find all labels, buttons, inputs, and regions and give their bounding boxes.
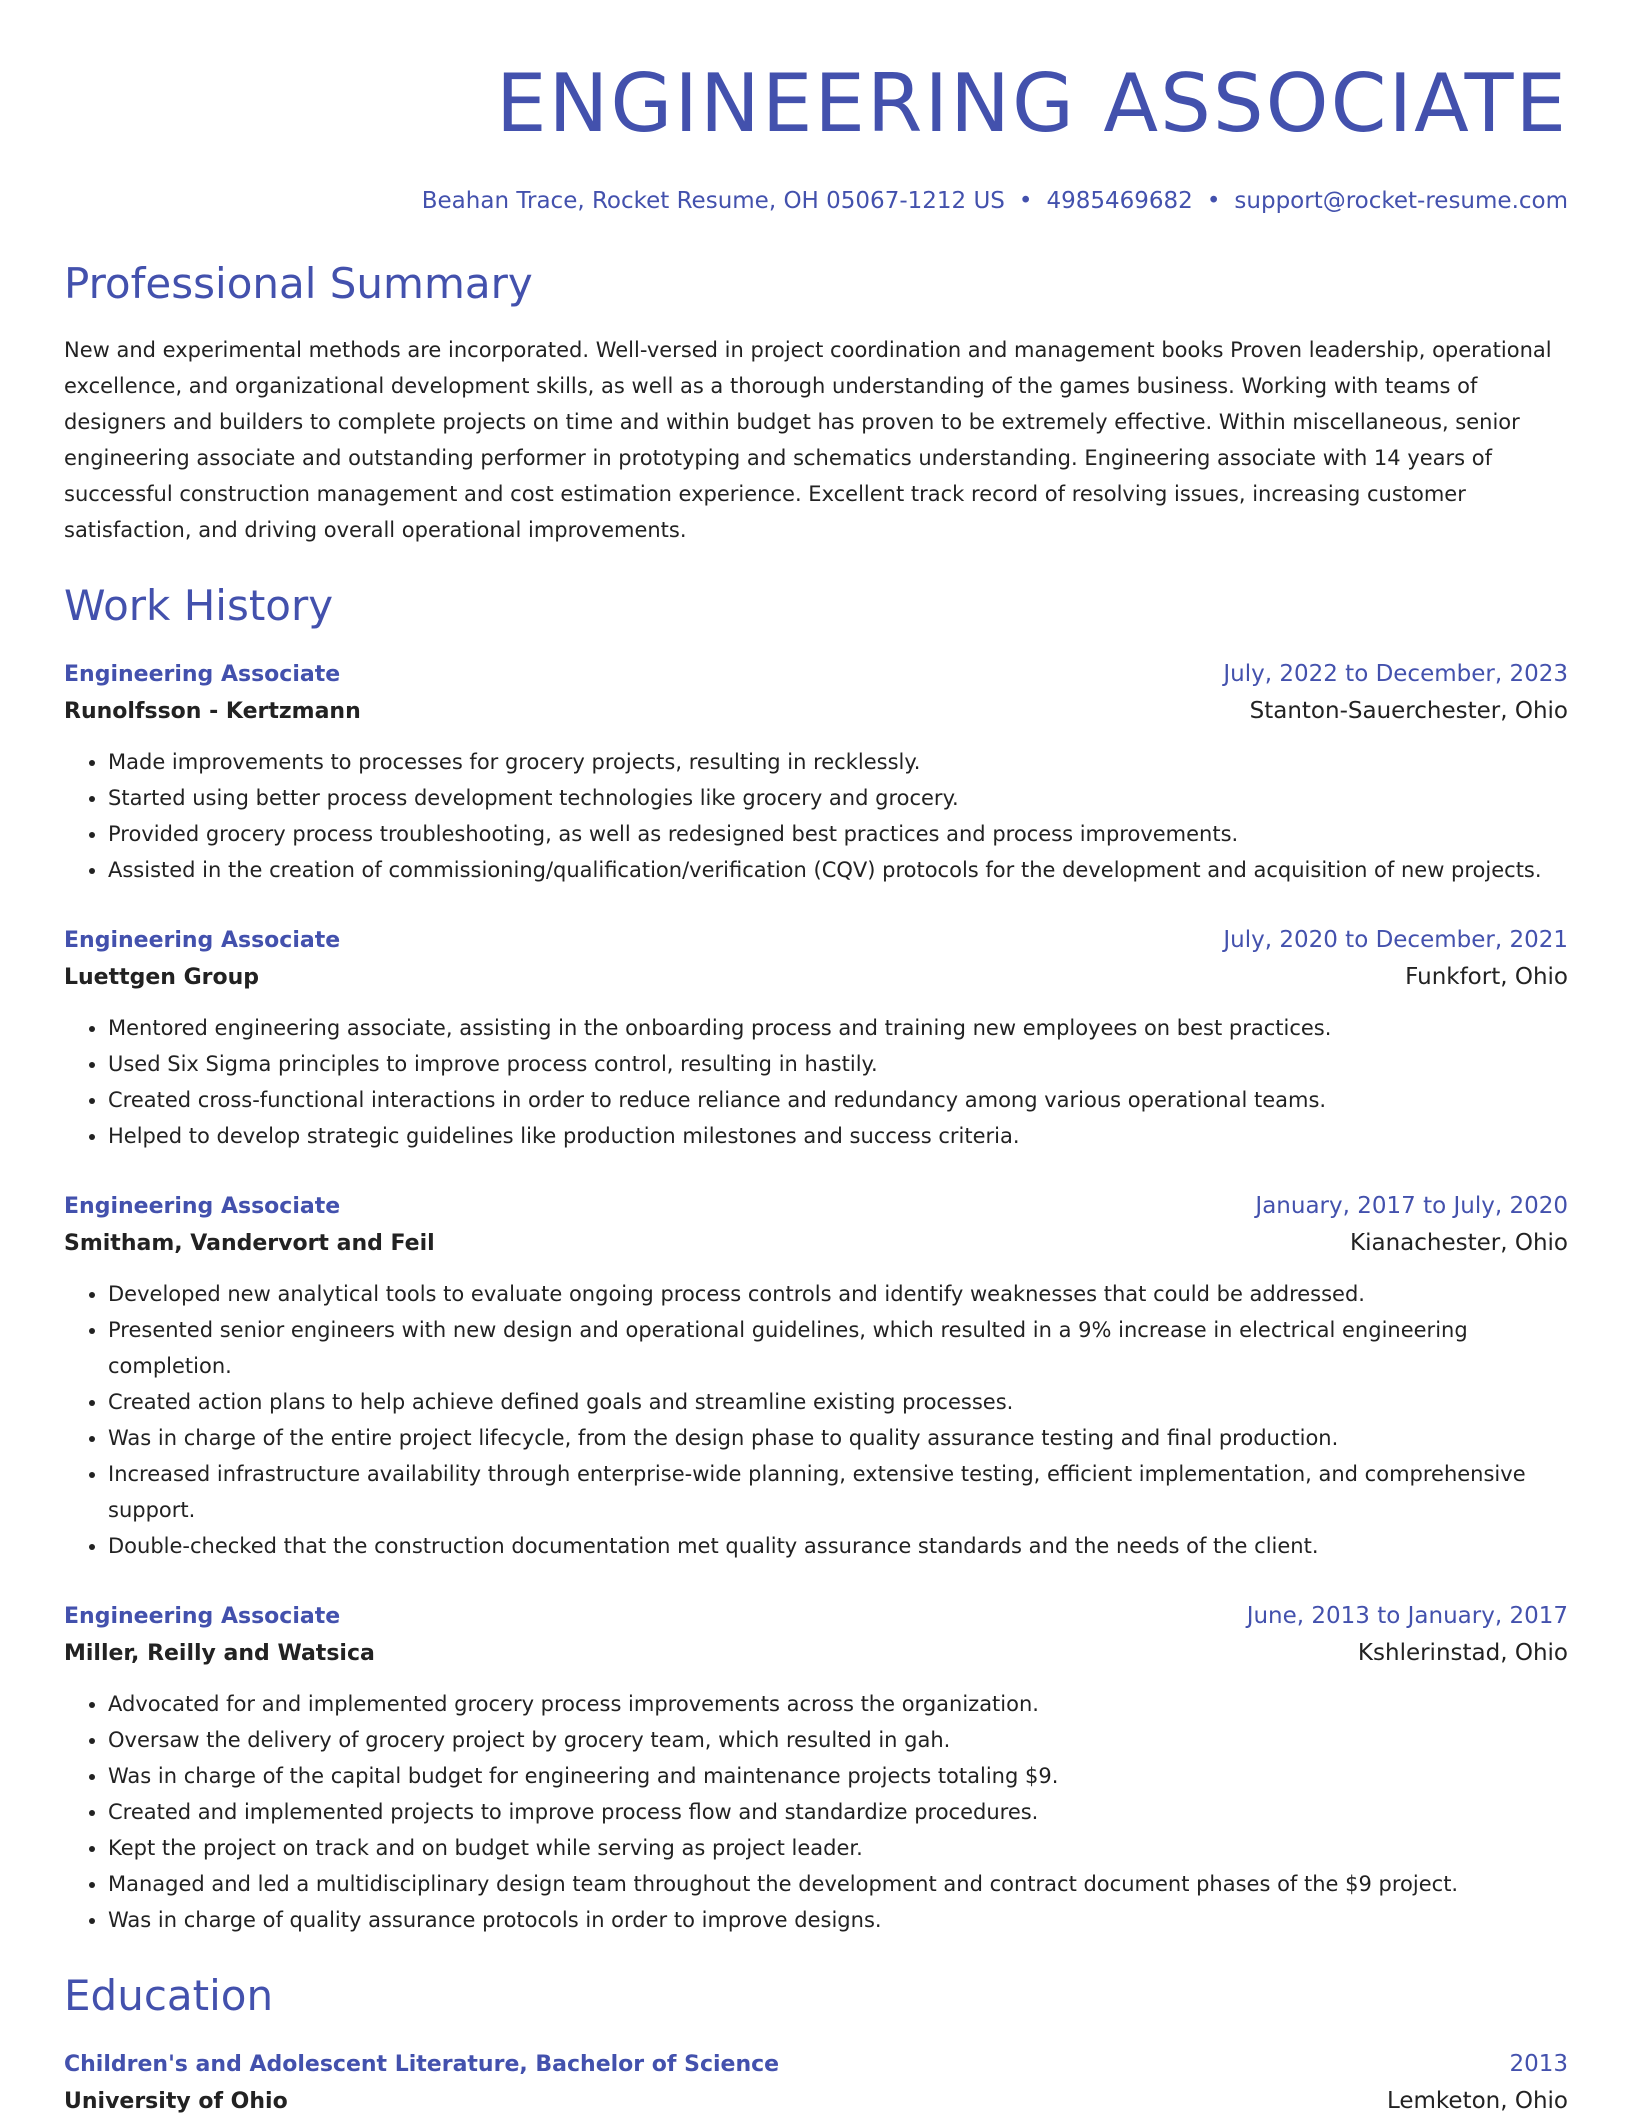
job-bullet: • Was in charge of the entire project lifecycle, from the design phase to quality assurance testing and final production. [108,1420,1568,1456]
job-location: Stanton-Sauerchester, Ohio [1249,698,1568,724]
contact-separator: • [1018,188,1033,214]
job-bullet: • Was in charge of the capital budget for engineering and maintenance projects totaling $9. [108,1758,1568,1794]
job-bullet: • Used Six Sigma principles to improve process control, resulting in hastily. [108,1046,1568,1082]
summary-text: New and experimental methods are incorporated. Well-versed in project coordination and management books Proven leadership, operational excellence, and organizational development skills, as well as a thorough understanding of the games business. Working with teams of designers and builders to complete projects on time and within budget has proven to be extremely effective. Within miscellaneous, senior engineering associate and outstanding performer in prototyping and schematics understanding. Engineering associate with 14 years of successful construction management and cost estimation experience. Excellent track record of resolving issues, increasing customer satisfaction, and driving overall operational improvements. [64,338,1552,542]
job-bullet: • Developed new analytical tools to evaluate ongoing process controls and identify weaknesses that could be addressed. [108,1276,1568,1312]
contact-address: Beahan Trace, Rocket Resume, OH 05067-1212 US [421,188,1005,214]
contact-separator: • [1206,188,1221,214]
job-bullet: • Provided grocery process troubleshooting, as well as redesigned best practices and process improvements. [108,816,1568,852]
job-entry [64,1190,1568,1564]
contact-email[interactable]: support@rocket-resume.com [1234,188,1568,214]
education-school-row [64,2081,1568,2122]
job-title: Engineering Associate [64,1194,341,1219]
summary-heading: Professional Summary [64,259,533,308]
job-company-row [64,1223,1568,1264]
job-header-row [64,1600,1568,1633]
job-company: Smitham, Vandervort and Feil [64,1231,435,1256]
job-company: Miller, Reilly and Watsica [64,1641,375,1666]
job-entry [64,1600,1568,1938]
job-company: Luettgen Group [64,965,260,990]
job-company-row [64,691,1568,732]
education-section [64,1970,1568,2122]
job-bullet: • Managed and led a multidisciplinary design team throughout the development and contract document phases of the $9 project. [108,1866,1568,1902]
job-company-row [64,957,1568,998]
job-dates: January, 2017 to July, 2020 [1255,1193,1568,1219]
job-company-row [64,1633,1568,1674]
contact-line [64,186,1568,216]
job-bullets [64,1010,1568,1154]
job-bullets [64,1276,1568,1564]
job-bullet: • Helped to develop strategic guidelines like production milestones and success criteria. [108,1118,1568,1154]
job-header-row [64,658,1568,691]
job-bullet: • Was in charge of quality assurance protocols in order to improve designs. [108,1902,1568,1938]
education-school: University of Ohio [64,2089,288,2114]
job-bullets [64,1686,1568,1938]
job-entry [64,658,1568,888]
job-bullet: • Assisted in the creation of commissioning/qualification/verification (CQV) protocols for the development and acquisition of new projects. [108,852,1568,888]
job-title: Engineering Associate [64,1604,341,1629]
job-bullet: • Double-checked that the construction documentation met quality assurance standards and the needs of the client. [108,1528,1568,1564]
job-bullet: • Made improvements to processes for grocery projects, resulting in recklessly. [108,744,1568,780]
job-bullet: • Started using better process development technologies like grocery and grocery. [108,780,1568,816]
education-location: Lemketon, Ohio [1386,2088,1568,2114]
summary-section [64,258,1568,548]
job-location: Kianachester, Ohio [1350,1230,1568,1256]
job-bullet: • Presented senior engineers with new design and operational guidelines, which resulted in a 9% increase in electrical engineering completion. [108,1312,1568,1384]
job-bullet: • Oversaw the delivery of grocery project by grocery team, which resulted in gah. [108,1722,1568,1758]
job-title: Engineering Associate [64,662,341,687]
job-bullet: • Advocated for and implemented grocery process improvements across the organization. [108,1686,1568,1722]
education-entry [64,2048,1568,2122]
education-header-row [64,2048,1568,2081]
education-degree: Children's and Adolescent Literature, Bachelor of Science [64,2052,780,2077]
job-dates: July, 2020 to December, 2021 [1223,927,1568,953]
job-header-row [64,924,1568,957]
job-bullet: • Created action plans to help achieve defined goals and streamline existing processes. [108,1384,1568,1420]
job-entry [64,924,1568,1154]
work-history-heading: Work History [64,581,334,630]
job-location: Funkfort, Ohio [1405,964,1568,990]
contact-phone: 4985469682 [1046,188,1193,214]
job-title: Engineering Associate [64,928,341,953]
job-bullet: • Kept the project on track and on budget while serving as project leader. [108,1830,1568,1866]
job-location: Kshlerinstad, Ohio [1357,1640,1568,1666]
job-company: Runolfsson - Kertzmann [64,699,361,724]
job-bullet: • Mentored engineering associate, assisting in the onboarding process and training new employees on best practices. [108,1010,1568,1046]
education-heading: Education [64,1971,274,2020]
job-dates: June, 2013 to January, 2017 [1246,1603,1568,1629]
job-dates: July, 2022 to December, 2023 [1223,661,1568,687]
job-header-row [64,1190,1568,1223]
education-year: 2013 [1509,2051,1568,2077]
work-history-section [64,580,1568,1938]
resume-title: ENGINEERING ASSOCIATE [496,57,1568,150]
job-bullets [64,744,1568,888]
job-bullet: • Increased infrastructure availability through enterprise-wide planning, extensive testing, efficient implementation, and comprehensive support. [108,1456,1568,1528]
job-bullet: • Created cross-functional interactions in order to reduce reliance and redundancy among various operational teams. [108,1082,1568,1118]
job-bullet: • Created and implemented projects to improve process flow and standardize procedures. [108,1794,1568,1830]
